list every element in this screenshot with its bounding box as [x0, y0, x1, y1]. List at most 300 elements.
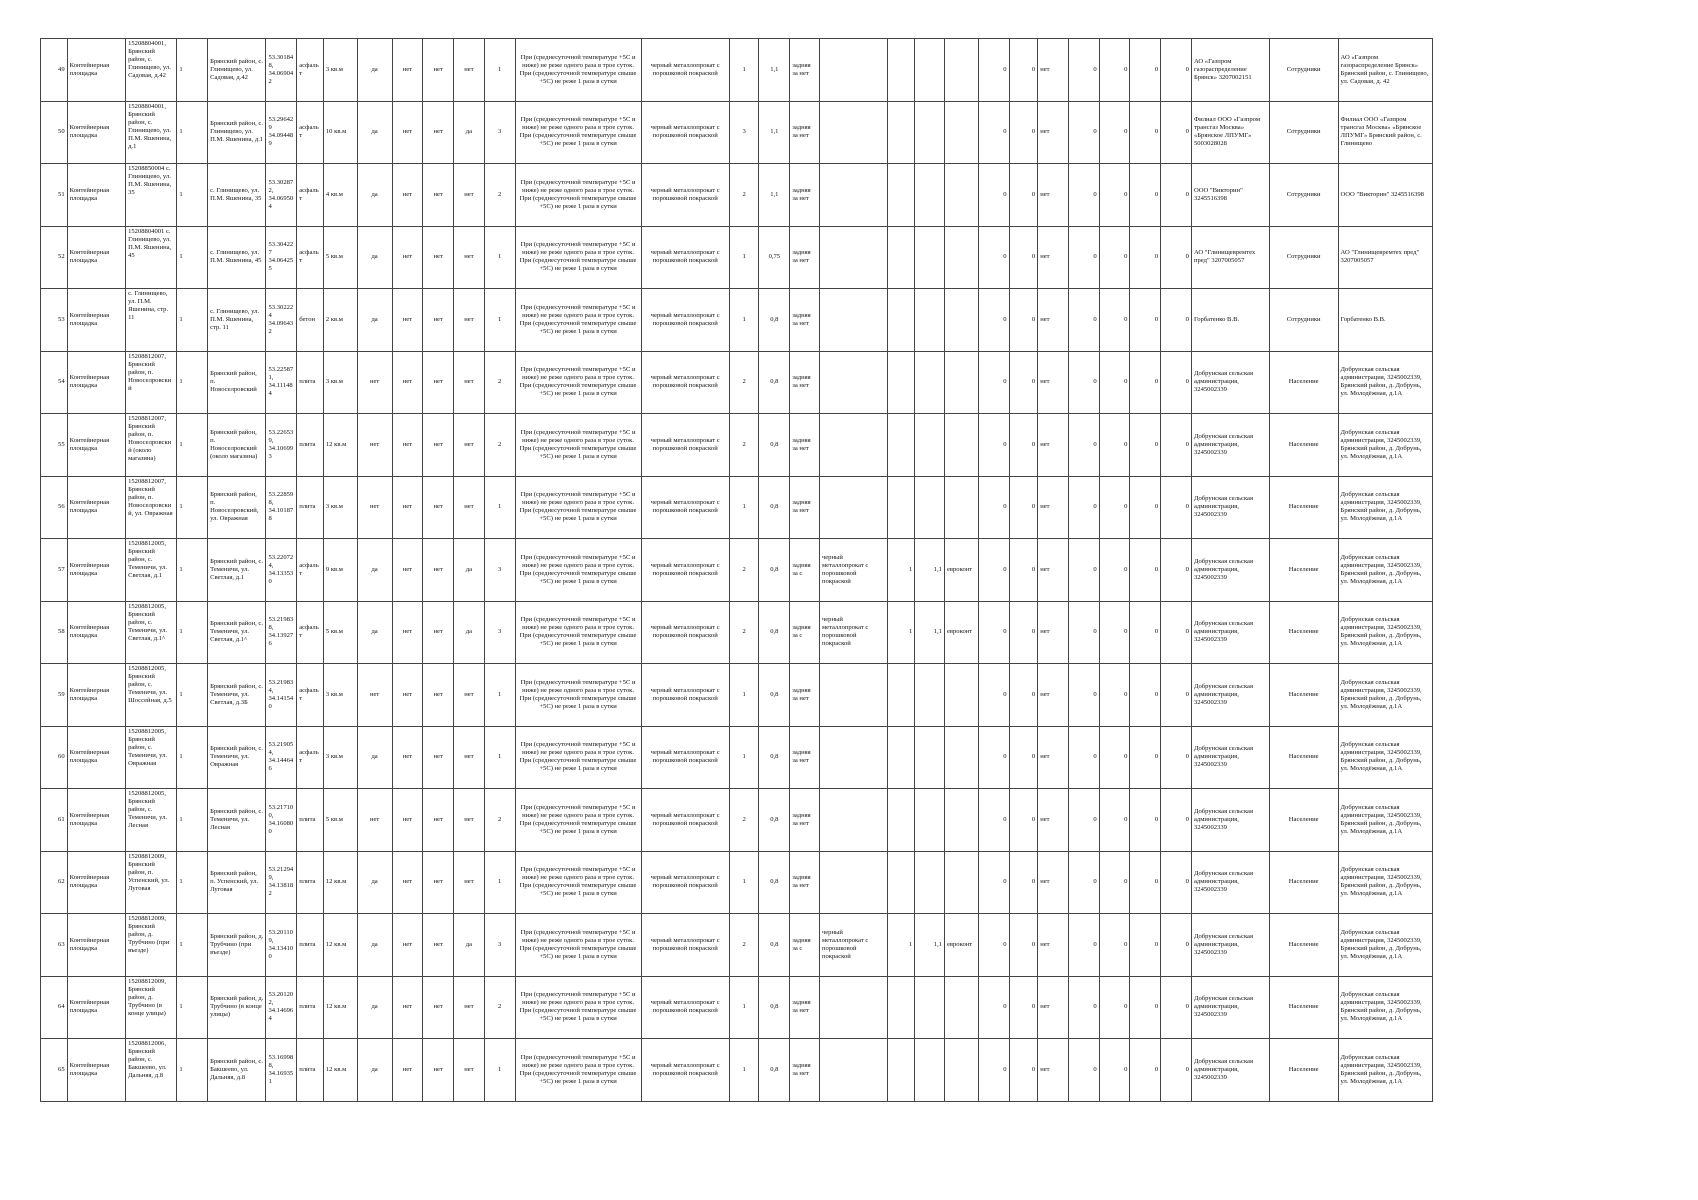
- value-1-cell: 0: [978, 39, 1009, 102]
- surface-type-cell: асфальт: [297, 226, 324, 289]
- option-flag-cell: нет: [1038, 164, 1069, 227]
- value-5-cell: 0: [1130, 226, 1161, 289]
- value-3-cell: 0: [1068, 539, 1099, 602]
- collection-schedule-cell: При (среднесуточной температуре +5С и ниже) не реже одного раза в трое суток. При (среднесуточной температуре свыше +5С) не реже 1 раза в сутки: [515, 539, 641, 602]
- flag-3-cell: нет: [454, 39, 485, 102]
- value-5-cell: 0: [1130, 351, 1161, 414]
- lid-flag: нет: [797, 382, 809, 390]
- row-number-cell: 59: [41, 664, 68, 727]
- container2-material-cell: [819, 789, 887, 852]
- flag-3-cell: нет: [454, 976, 485, 1039]
- flag-1-cell: нет: [392, 39, 423, 102]
- container-placement-cell: задняя за нет: [790, 351, 820, 414]
- collection-schedule-cell: При (среднесуточной температуре +5С и ниже) не реже одного раза в трое суток. При (среднесуточной температуре свыше +5С) не реже 1 раза в сутки: [515, 164, 641, 227]
- flag-3-cell: нет: [454, 414, 485, 477]
- value-6-cell: 0: [1161, 976, 1192, 1039]
- container-count-cell: 2: [484, 164, 515, 227]
- container-qty-cell: 1: [729, 726, 759, 789]
- flag-2-cell: нет: [423, 289, 454, 352]
- container-sites-table: [40, 38, 1433, 1102]
- container2-type-cell: евроконт: [944, 914, 978, 977]
- owner-organization-cell: Добрунская сельская администрация, 3245002339, Брянский район, д. Добрунь, ул. Молодёжная, д.1А: [1338, 976, 1432, 1039]
- container-placement-cell: задняя за нет: [790, 851, 820, 914]
- site-address-cell: Брянский район, п. Новоселровский (около магазина): [208, 414, 266, 477]
- site-coordinates-cell: 53.30222 4 34.09643 2: [266, 289, 297, 352]
- container-count-cell: 2: [484, 789, 515, 852]
- container-material-cell: черный металлопрокат с порошковой покраской: [641, 914, 729, 977]
- fence-flag-cell: да: [357, 601, 392, 664]
- flag-3-cell: нет: [454, 789, 485, 852]
- site-category-cell: 1: [177, 414, 208, 477]
- site-code-address-cell: 15208812005, Брянский район, с. Теменичи, ул. Лесная: [126, 789, 177, 852]
- site-area-cell: 5 кв.м: [323, 226, 357, 289]
- site-type-cell: Контейнерная площадка: [67, 851, 125, 914]
- site-category-cell: 1: [177, 726, 208, 789]
- container2-type-cell: [944, 664, 978, 727]
- fence-flag-cell: да: [357, 101, 392, 164]
- value-4-cell: 0: [1099, 226, 1130, 289]
- site-type-cell: Контейнерная площадка: [67, 664, 125, 727]
- container-volume-cell: 0,8: [759, 476, 790, 539]
- container2-material-cell: [819, 226, 887, 289]
- container-placement-cell: задняя за нет: [790, 39, 820, 102]
- row-number-cell: 53: [41, 289, 68, 352]
- value-2-cell: 0: [1009, 726, 1038, 789]
- flag-3-cell: нет: [454, 164, 485, 227]
- row-number-cell: 56: [41, 476, 68, 539]
- value-3-cell: 0: [1068, 1039, 1099, 1102]
- flag-2-cell: нет: [423, 226, 454, 289]
- container-volume-cell: 0,8: [759, 976, 790, 1039]
- site-code-address-cell: 15208812005, Брянский район, с. Теменичи, ул. Овражная: [126, 726, 177, 789]
- container-count-cell: 1: [484, 726, 515, 789]
- owner-organization-cell: Добрунская сельская администрация, 3245002339, Брянский район, д. Добрунь, ул. Молодёжная, д.1А: [1338, 664, 1432, 727]
- value-4-cell: 0: [1099, 851, 1130, 914]
- option-flag-cell: нет: [1038, 601, 1069, 664]
- flag-2-cell: нет: [423, 976, 454, 1039]
- collection-schedule-cell: При (среднесуточной температуре +5С и ниже) не реже одного раза в трое суток. При (среднесуточной температуре свыше +5С) не реже 1 раза в сутки: [515, 664, 641, 727]
- value-1-cell: 0: [978, 726, 1009, 789]
- table-row: [41, 476, 1433, 539]
- container2-type-cell: [944, 789, 978, 852]
- value-2-cell: 0: [1009, 414, 1038, 477]
- container-qty-cell: 2: [729, 414, 759, 477]
- lid-flag: нет: [797, 257, 809, 265]
- owner-name-cell: Добрунская сельская администрация, 3245002339: [1191, 1039, 1269, 1102]
- value-6-cell: 0: [1161, 164, 1192, 227]
- value-5-cell: 0: [1130, 914, 1161, 977]
- value-1-cell: 0: [978, 664, 1009, 727]
- surface-type-cell: плита: [297, 914, 324, 977]
- waste-source-cell: Население: [1269, 851, 1338, 914]
- row-number-cell: 55: [41, 414, 68, 477]
- fence-flag-cell: да: [357, 726, 392, 789]
- container-material-cell: черный металлопрокат с порошковой покраской: [641, 664, 729, 727]
- value-5-cell: 0: [1130, 726, 1161, 789]
- container-placement-cell: задняя за нет: [790, 726, 820, 789]
- container2-type-cell: [944, 976, 978, 1039]
- fence-flag-cell: нет: [357, 789, 392, 852]
- flag-1-cell: нет: [392, 976, 423, 1039]
- value-3-cell: 0: [1068, 601, 1099, 664]
- row-number-cell: 52: [41, 226, 68, 289]
- value-1-cell: 0: [978, 476, 1009, 539]
- container-material-cell: черный металлопрокат с порошковой покраской: [641, 851, 729, 914]
- container2-material-cell: [819, 976, 887, 1039]
- owner-organization-cell: Добрунская сельская администрация, 3245002339, Брянский район, д. Добрунь, ул. Молодёжная, д.1А: [1338, 414, 1432, 477]
- flag-2-cell: нет: [423, 351, 454, 414]
- container-volume-cell: 1,1: [759, 101, 790, 164]
- site-address-cell: Брянский район, с. Глинищево, ул. Садовая, д.42: [208, 39, 266, 102]
- flag-3-cell: да: [454, 601, 485, 664]
- container-placement-cell: задняя за нет: [790, 976, 820, 1039]
- site-type-cell: Контейнерная площадка: [67, 101, 125, 164]
- owner-organization-cell: АО "Глинищевремтех пред" 3207005057: [1338, 226, 1432, 289]
- owner-name-cell: ООО "Викторин" 3245516398: [1191, 164, 1269, 227]
- flag-3-cell: да: [454, 914, 485, 977]
- container2-volume-cell: [915, 351, 945, 414]
- owner-organization-cell: Добрунская сельская администрация, 3245002339, Брянский район, д. Добрунь, ул. Молодёжная, д.1А: [1338, 601, 1432, 664]
- value-4-cell: 0: [1099, 414, 1130, 477]
- container2-qty-cell: [887, 226, 915, 289]
- flag-1-cell: нет: [392, 914, 423, 977]
- value-1-cell: 0: [978, 414, 1009, 477]
- waste-source-cell: Население: [1269, 726, 1338, 789]
- value-2-cell: 0: [1009, 601, 1038, 664]
- site-code-address-cell: 15208812009, Брянский район, п. Успенский, ул. Луговая: [126, 851, 177, 914]
- container2-material-cell: [819, 664, 887, 727]
- value-2-cell: 0: [1009, 914, 1038, 977]
- container2-qty-cell: [887, 726, 915, 789]
- container-placement-cell: задняя за нет: [790, 664, 820, 727]
- value-3-cell: 0: [1068, 789, 1099, 852]
- lid-flag: нет: [797, 1069, 809, 1077]
- collection-schedule-cell: При (среднесуточной температуре +5С и ниже) не реже одного раза в трое суток. При (среднесуточной температуре свыше +5С) не реже 1 раза в сутки: [515, 851, 641, 914]
- container2-material-cell: [819, 414, 887, 477]
- waste-source-cell: Сотрудники: [1269, 226, 1338, 289]
- value-2-cell: 0: [1009, 1039, 1038, 1102]
- option-flag-cell: нет: [1038, 351, 1069, 414]
- container2-volume-cell: [915, 1039, 945, 1102]
- flag-1-cell: нет: [392, 789, 423, 852]
- collection-schedule-cell: При (среднесуточной температуре +5С и ниже) не реже одного раза в трое суток. При (среднесуточной температуре свыше +5С) не реже 1 раза в сутки: [515, 476, 641, 539]
- site-type-cell: Контейнерная площадка: [67, 789, 125, 852]
- site-coordinates-cell: 53.16998 8, 34.16935 1: [266, 1039, 297, 1102]
- site-area-cell: 12 кв.м: [323, 414, 357, 477]
- collection-schedule-cell: При (среднесуточной температуре +5С и ниже) не реже одного раза в трое суток. При (среднесуточной температуре свыше +5С) не реже 1 раза в сутки: [515, 101, 641, 164]
- collection-schedule-cell: При (среднесуточной температуре +5С и ниже) не реже одного раза в трое суток. При (среднесуточной температуре свыше +5С) не реже 1 раза в сутки: [515, 601, 641, 664]
- container-material-cell: черный металлопрокат с порошковой покраской: [641, 39, 729, 102]
- value-4-cell: 0: [1099, 39, 1130, 102]
- table-row: [41, 664, 1433, 727]
- value-4-cell: 0: [1099, 101, 1130, 164]
- container-material-cell: черный металлопрокат с порошковой покраской: [641, 789, 729, 852]
- collection-schedule-cell: При (среднесуточной температуре +5С и ниже) не реже одного раза в трое суток. При (среднесуточной температуре свыше +5С) не реже 1 раза в сутки: [515, 414, 641, 477]
- container2-material-cell: [819, 726, 887, 789]
- waste-source-cell: Население: [1269, 1039, 1338, 1102]
- container-qty-cell: 2: [729, 539, 759, 602]
- value-5-cell: 0: [1130, 601, 1161, 664]
- value-3-cell: 0: [1068, 914, 1099, 977]
- value-6-cell: 0: [1161, 664, 1192, 727]
- site-category-cell: 1: [177, 101, 208, 164]
- waste-source-cell: Сотрудники: [1269, 164, 1338, 227]
- owner-name-cell: Добрунская сельская администрация, 3245002339: [1191, 476, 1269, 539]
- table-row: [41, 789, 1433, 852]
- value-3-cell: 0: [1068, 664, 1099, 727]
- value-4-cell: 0: [1099, 1039, 1130, 1102]
- owner-name-cell: Филиал ООО «Газпром трансгаз Москва» «Брянское ЛПУМГ» 5003028028: [1191, 101, 1269, 164]
- site-category-cell: 1: [177, 476, 208, 539]
- option-flag-cell: нет: [1038, 539, 1069, 602]
- container-count-cell: 3: [484, 101, 515, 164]
- container2-qty-cell: 1: [887, 914, 915, 977]
- container2-qty-cell: 1: [887, 539, 915, 602]
- lid-flag: нет: [797, 882, 809, 890]
- container-count-cell: 1: [484, 851, 515, 914]
- container-qty-cell: 2: [729, 601, 759, 664]
- value-6-cell: 0: [1161, 476, 1192, 539]
- site-category-cell: 1: [177, 226, 208, 289]
- container2-qty-cell: [887, 351, 915, 414]
- flag-1-cell: нет: [392, 351, 423, 414]
- flag-1-cell: нет: [392, 101, 423, 164]
- lid-flag: нет: [797, 69, 809, 77]
- value-4-cell: 0: [1099, 289, 1130, 352]
- flag-1-cell: нет: [392, 726, 423, 789]
- value-5-cell: 0: [1130, 664, 1161, 727]
- surface-type-cell: плита: [297, 414, 324, 477]
- waste-source-cell: Население: [1269, 664, 1338, 727]
- container2-type-cell: евроконт: [944, 601, 978, 664]
- value-6-cell: 0: [1161, 726, 1192, 789]
- value-1-cell: 0: [978, 226, 1009, 289]
- value-3-cell: 0: [1068, 164, 1099, 227]
- container-material-cell: черный металлопрокат с порошковой покраской: [641, 226, 729, 289]
- value-5-cell: 0: [1130, 476, 1161, 539]
- container2-volume-cell: [915, 476, 945, 539]
- waste-source-cell: Население: [1269, 601, 1338, 664]
- value-1-cell: 0: [978, 914, 1009, 977]
- fence-flag-cell: да: [357, 289, 392, 352]
- flag-3-cell: нет: [454, 289, 485, 352]
- container2-qty-cell: [887, 289, 915, 352]
- container2-volume-cell: [915, 664, 945, 727]
- value-5-cell: 0: [1130, 164, 1161, 227]
- container-placement-cell: задняя за с: [790, 914, 820, 977]
- surface-type-cell: плита: [297, 351, 324, 414]
- container-placement-cell: задняя за нет: [790, 289, 820, 352]
- table-row: [41, 101, 1433, 164]
- container2-type-cell: [944, 101, 978, 164]
- site-code-address-cell: 15208804001, Брянский район, с. Глинищево, ул. Садовая, д.42: [126, 39, 177, 102]
- value-1-cell: 0: [978, 976, 1009, 1039]
- value-6-cell: 0: [1161, 414, 1192, 477]
- site-coordinates-cell: 53.20120 2, 34.14696 4: [266, 976, 297, 1039]
- flag-2-cell: нет: [423, 414, 454, 477]
- value-4-cell: 0: [1099, 664, 1130, 727]
- surface-type-cell: асфальт: [297, 664, 324, 727]
- flag-3-cell: нет: [454, 226, 485, 289]
- container2-material-cell: [819, 1039, 887, 1102]
- flag-2-cell: нет: [423, 539, 454, 602]
- value-6-cell: 0: [1161, 914, 1192, 977]
- container2-volume-cell: 1,1: [915, 539, 945, 602]
- site-coordinates-cell: 53.22072 4, 34.13353 0: [266, 539, 297, 602]
- site-category-cell: 1: [177, 976, 208, 1039]
- container-material-cell: черный металлопрокат с порошковой покраской: [641, 726, 729, 789]
- container2-volume-cell: 1,1: [915, 601, 945, 664]
- waste-source-cell: Население: [1269, 976, 1338, 1039]
- container2-type-cell: [944, 39, 978, 102]
- value-3-cell: 0: [1068, 726, 1099, 789]
- container2-type-cell: [944, 164, 978, 227]
- value-6-cell: 0: [1161, 226, 1192, 289]
- fence-flag-cell: да: [357, 851, 392, 914]
- value-4-cell: 0: [1099, 914, 1130, 977]
- site-code-address-cell: 15208812005, Брянский район, с. Теменичи, ул. Светлая, д.1: [126, 539, 177, 602]
- value-6-cell: 0: [1161, 539, 1192, 602]
- lid-flag: с: [797, 569, 803, 577]
- flag-1-cell: нет: [392, 289, 423, 352]
- site-address-cell: с. Глинищево, ул. П.М. Яшенина, стр. 11: [208, 289, 266, 352]
- site-coordinates-cell: 53.22587 1, 34.11148 4: [266, 351, 297, 414]
- table-row: [41, 976, 1433, 1039]
- container2-material-cell: [819, 39, 887, 102]
- owner-name-cell: Добрунская сельская администрация, 3245002339: [1191, 414, 1269, 477]
- option-flag-cell: нет: [1038, 476, 1069, 539]
- surface-type-cell: плита: [297, 476, 324, 539]
- fence-flag-cell: да: [357, 226, 392, 289]
- container-qty-cell: 1: [729, 1039, 759, 1102]
- site-address-cell: Брянский район, д. Трубчино (в конце улицы): [208, 976, 266, 1039]
- value-1-cell: 0: [978, 289, 1009, 352]
- site-type-cell: Контейнерная площадка: [67, 726, 125, 789]
- row-number-cell: 65: [41, 1039, 68, 1102]
- container-count-cell: 3: [484, 539, 515, 602]
- container-material-cell: черный металлопрокат с порошковой покраской: [641, 351, 729, 414]
- value-5-cell: 0: [1130, 789, 1161, 852]
- option-flag-cell: нет: [1038, 101, 1069, 164]
- lid-flag: с: [797, 632, 803, 640]
- surface-type-cell: плита: [297, 1039, 324, 1102]
- surface-type-cell: асфальт: [297, 539, 324, 602]
- container-placement-cell: задняя за с: [790, 539, 820, 602]
- owner-name-cell: Добрунская сельская администрация, 3245002339: [1191, 976, 1269, 1039]
- owner-name-cell: Горбатенко В.В.: [1191, 289, 1269, 352]
- container-qty-cell: 2: [729, 351, 759, 414]
- flag-3-cell: да: [454, 539, 485, 602]
- value-3-cell: 0: [1068, 289, 1099, 352]
- site-coordinates-cell: 53.21983 8, 34.13927 6: [266, 601, 297, 664]
- container-material-cell: черный металлопрокат с порошковой покраской: [641, 476, 729, 539]
- container2-qty-cell: [887, 39, 915, 102]
- container-placement-cell: задняя за с: [790, 601, 820, 664]
- container-count-cell: 3: [484, 914, 515, 977]
- site-category-cell: 1: [177, 601, 208, 664]
- container2-qty-cell: [887, 664, 915, 727]
- owner-name-cell: Добрунская сельская администрация, 3245002339: [1191, 789, 1269, 852]
- flag-2-cell: нет: [423, 164, 454, 227]
- container-volume-cell: 0,8: [759, 914, 790, 977]
- container2-material-cell: черный металлопрокат с порошковой покраской: [819, 914, 887, 977]
- site-address-cell: Брянский район, с. Бакшеево, ул. Дальняя, д.8: [208, 1039, 266, 1102]
- site-address-cell: Брянский район, с. Теменичи, ул. Светлая, д.1: [208, 539, 266, 602]
- site-area-cell: 3 кв.м: [323, 351, 357, 414]
- flag-1-cell: нет: [392, 476, 423, 539]
- flag-3-cell: нет: [454, 1039, 485, 1102]
- container2-type-cell: [944, 289, 978, 352]
- fence-flag-cell: нет: [357, 664, 392, 727]
- value-2-cell: 0: [1009, 39, 1038, 102]
- container-placement-cell: задняя за нет: [790, 164, 820, 227]
- table-row: [41, 39, 1433, 102]
- flag-2-cell: нет: [423, 601, 454, 664]
- site-coordinates-cell: 53.20110 9, 34.13410 0: [266, 914, 297, 977]
- site-category-cell: 1: [177, 789, 208, 852]
- owner-name-cell: Добрунская сельская администрация, 3245002339: [1191, 664, 1269, 727]
- value-2-cell: 0: [1009, 851, 1038, 914]
- container-material-cell: черный металлопрокат с порошковой покраской: [641, 289, 729, 352]
- container2-volume-cell: 1,1: [915, 914, 945, 977]
- container-placement-cell: задняя за нет: [790, 414, 820, 477]
- flag-2-cell: нет: [423, 101, 454, 164]
- value-6-cell: 0: [1161, 351, 1192, 414]
- site-area-cell: 5 кв.м: [323, 601, 357, 664]
- value-5-cell: 0: [1130, 414, 1161, 477]
- surface-type-cell: асфальт: [297, 101, 324, 164]
- container-count-cell: 1: [484, 289, 515, 352]
- value-2-cell: 0: [1009, 289, 1038, 352]
- row-number-cell: 58: [41, 601, 68, 664]
- value-2-cell: 0: [1009, 664, 1038, 727]
- flag-1-cell: нет: [392, 1039, 423, 1102]
- owner-name-cell: Добрунская сельская администрация, 3245002339: [1191, 351, 1269, 414]
- site-address-cell: Брянский район, с. Теменичи, ул. Лесная: [208, 789, 266, 852]
- container-placement-cell: задняя за нет: [790, 789, 820, 852]
- fence-flag-cell: да: [357, 914, 392, 977]
- owner-organization-cell: АО «Газпром газораспределение Брянск» Брянский район, с. Глинищево, ул. Садовая, д. 42: [1338, 39, 1432, 102]
- container-material-cell: черный металлопрокат с порошковой покраской: [641, 101, 729, 164]
- site-type-cell: Контейнерная площадка: [67, 164, 125, 227]
- row-number-cell: 62: [41, 851, 68, 914]
- value-4-cell: 0: [1099, 726, 1130, 789]
- container-count-cell: 1: [484, 476, 515, 539]
- table-row: [41, 1039, 1433, 1102]
- table-row: [41, 289, 1433, 352]
- value-4-cell: 0: [1099, 976, 1130, 1039]
- container-material-cell: черный металлопрокат с порошковой покраской: [641, 601, 729, 664]
- flag-2-cell: нет: [423, 1039, 454, 1102]
- site-type-cell: Контейнерная площадка: [67, 601, 125, 664]
- container2-type-cell: [944, 226, 978, 289]
- option-flag-cell: нет: [1038, 226, 1069, 289]
- owner-name-cell: Добрунская сельская администрация, 3245002339: [1191, 601, 1269, 664]
- option-flag-cell: нет: [1038, 39, 1069, 102]
- waste-source-cell: Сотрудники: [1269, 289, 1338, 352]
- container-qty-cell: 2: [729, 164, 759, 227]
- flag-3-cell: да: [454, 101, 485, 164]
- site-coordinates-cell: 53.21983 4, 34.14154 0: [266, 664, 297, 727]
- flag-1-cell: нет: [392, 601, 423, 664]
- table-row: [41, 851, 1433, 914]
- container-volume-cell: 0,8: [759, 601, 790, 664]
- table-row: [41, 226, 1433, 289]
- value-3-cell: 0: [1068, 351, 1099, 414]
- site-type-cell: Контейнерная площадка: [67, 289, 125, 352]
- container-volume-cell: 0,8: [759, 351, 790, 414]
- container2-type-cell: [944, 476, 978, 539]
